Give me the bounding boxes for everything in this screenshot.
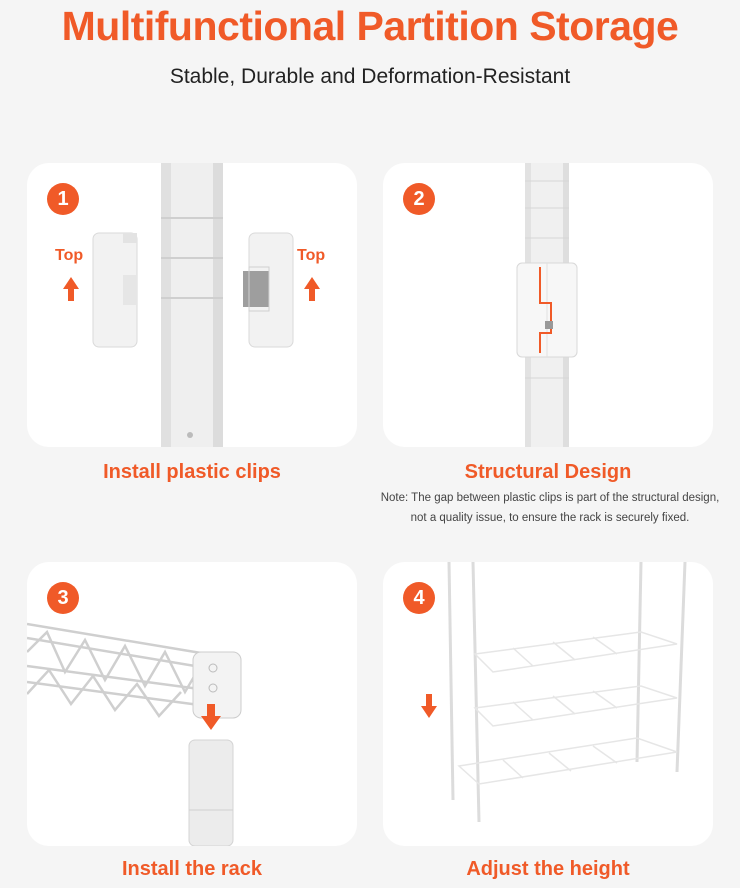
note-line-1: Note: The gap between plastic clips is part of the structural design,: [380, 492, 720, 504]
top-label-left: Top: [55, 247, 84, 264]
step-3-label: Install the rack: [121, 858, 263, 880]
arrow-up-icon: [304, 277, 320, 301]
page-subtitle: Stable, Durable and Deformation-Resistant: [169, 65, 571, 88]
step-2-badge: 2: [403, 183, 435, 215]
step-1-label: Install plastic clips: [103, 461, 281, 483]
arrow-up-icon: [63, 277, 79, 301]
top-label-right: Top: [297, 247, 326, 264]
note-line-2: not a quality issue, to ensure the rack is securely fixed.: [410, 512, 690, 524]
step-4-badge: 4: [403, 582, 435, 614]
structural-note: [360, 488, 740, 528]
step-1-badge: 1: [47, 183, 79, 215]
step-3-card: [27, 562, 357, 846]
step-4-card: [383, 562, 713, 846]
page-title: Multifunctional Partition Storage: [61, 3, 679, 49]
arrow-down-icon: [421, 694, 437, 718]
step-2-label: Structural Design: [464, 461, 632, 483]
step-4-label: Adjust the height: [466, 858, 630, 880]
step-2-card: [383, 163, 713, 447]
step-1-card: [27, 163, 357, 447]
step-3-badge: 3: [47, 582, 79, 614]
